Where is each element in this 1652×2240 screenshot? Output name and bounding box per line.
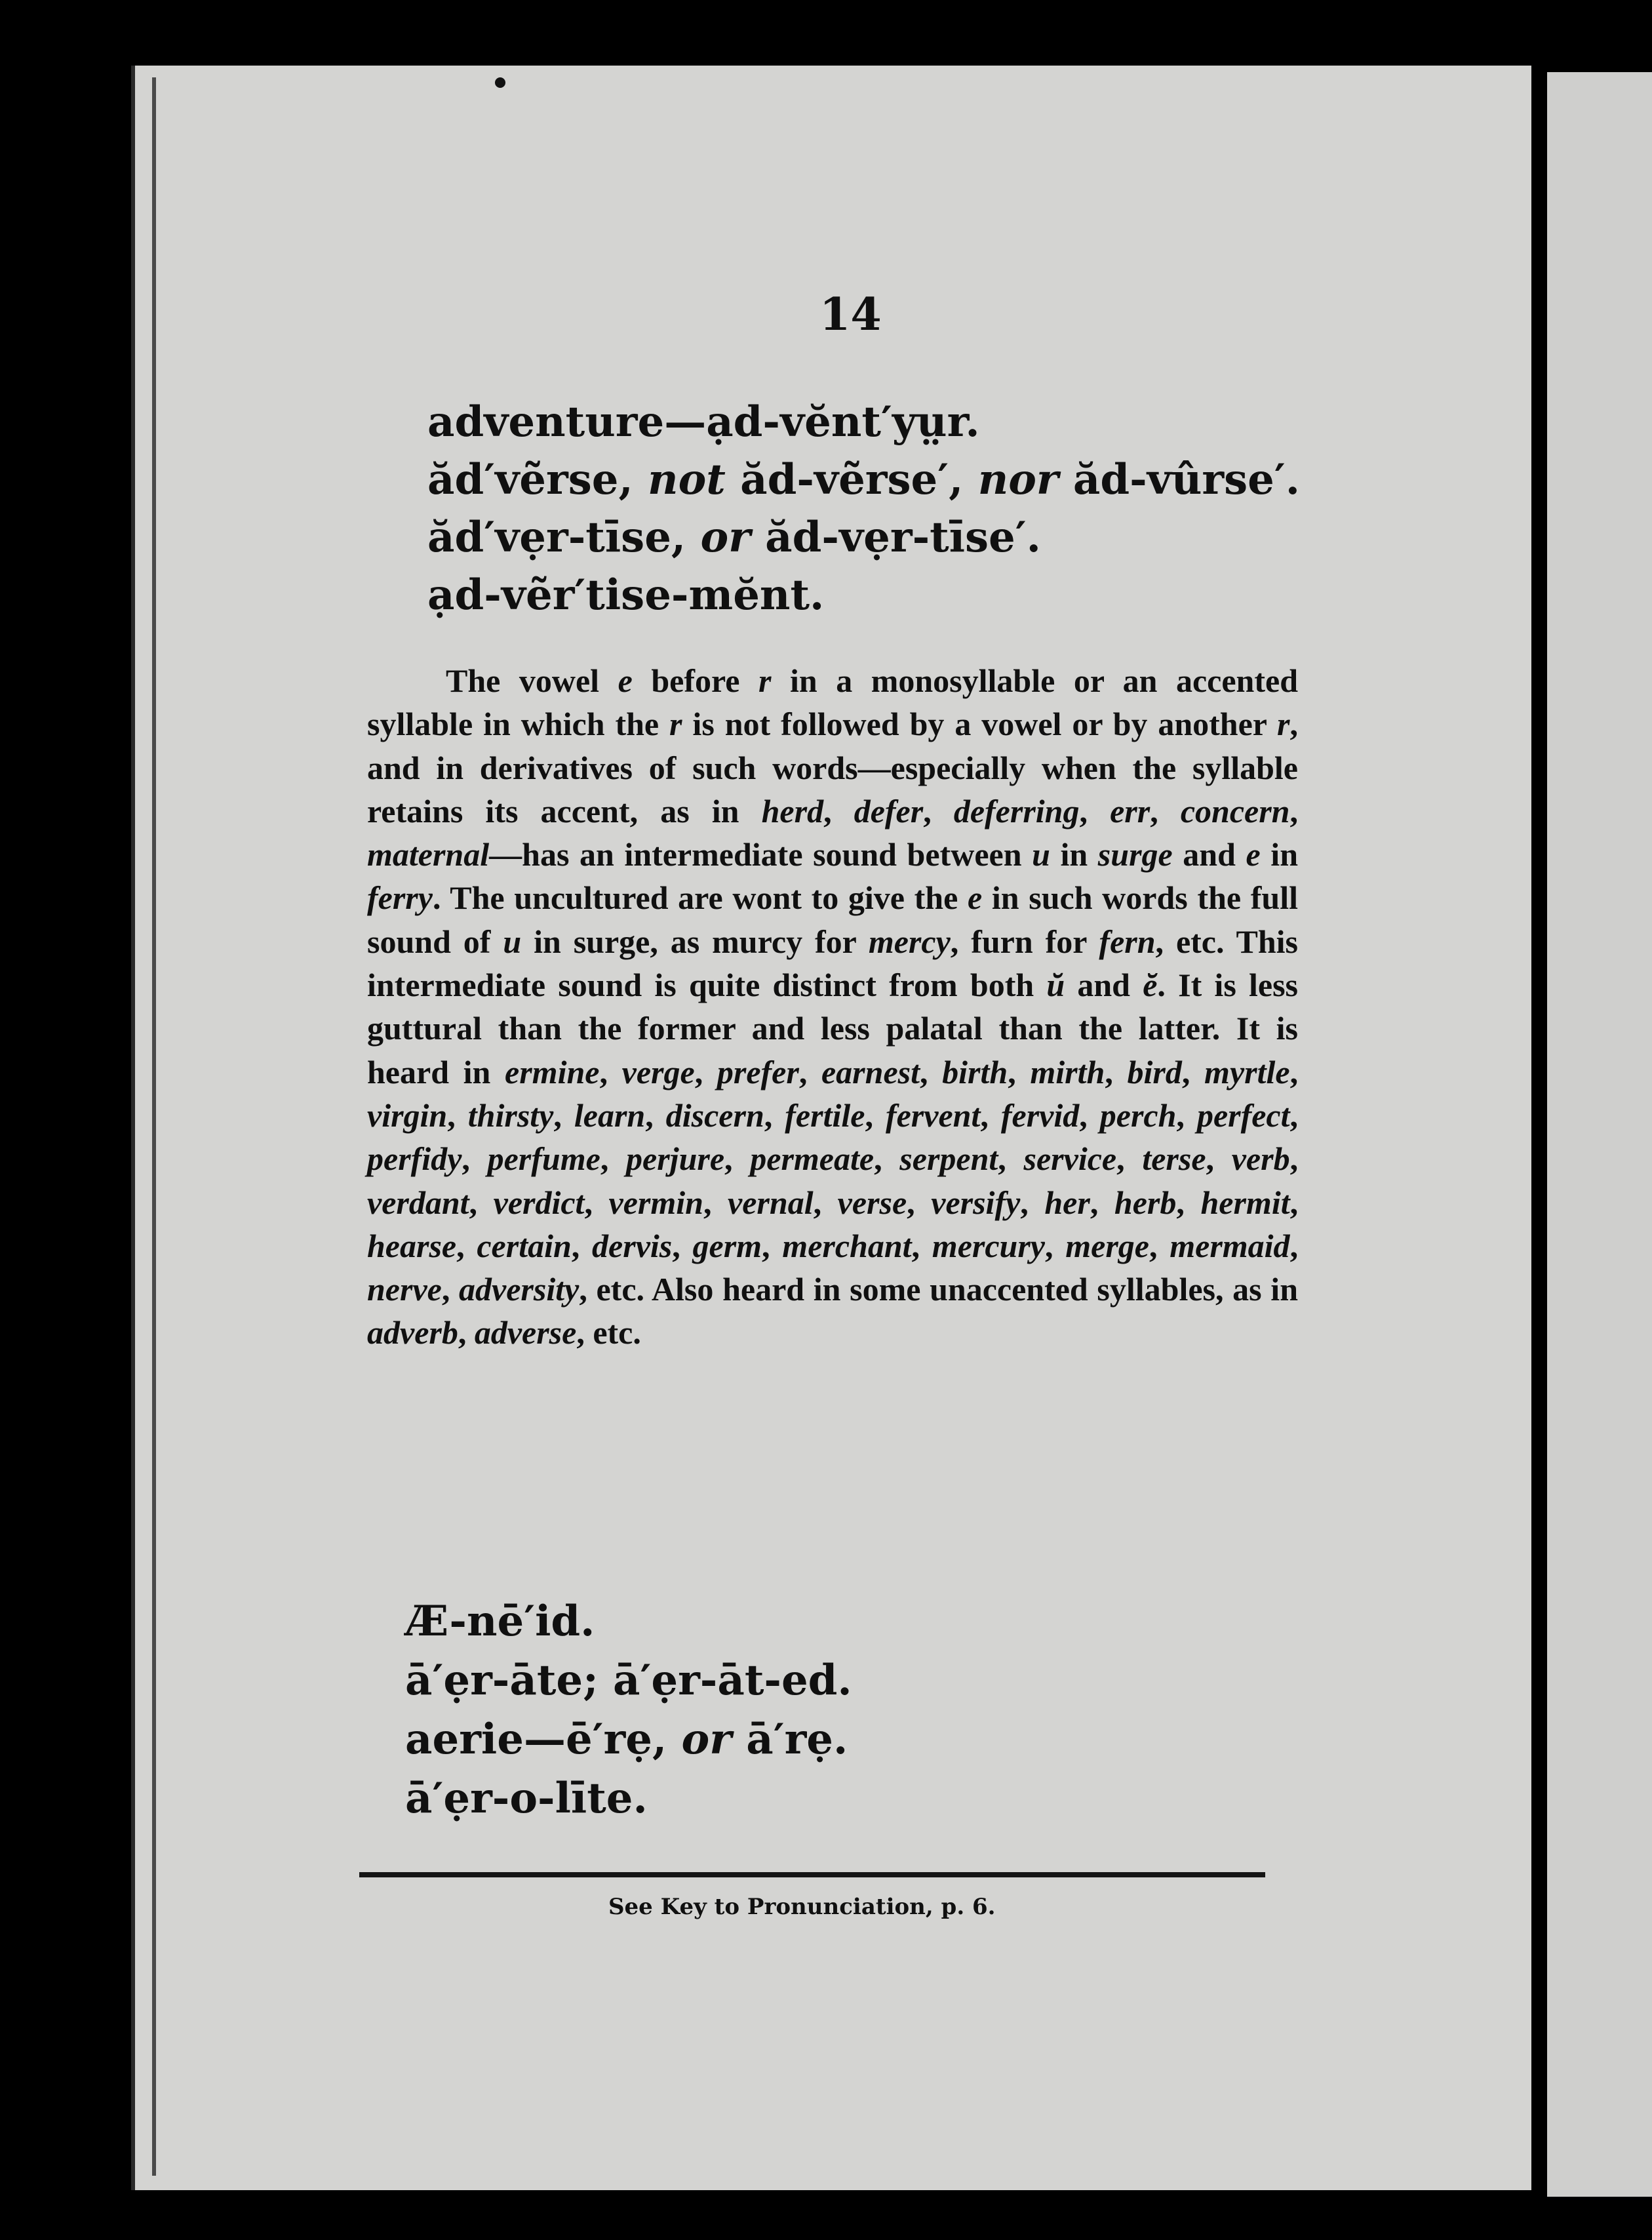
footer-rule bbox=[359, 1872, 1265, 1877]
entry-advertise: ăd′vẹr-tīse, or ăd-vẹr-tīse′. bbox=[427, 513, 1041, 562]
facing-page-edge bbox=[1547, 72, 1652, 2197]
entries-top bbox=[427, 393, 1345, 624]
entry-aeneid: Æ-nē′id. bbox=[405, 1597, 595, 1646]
entry-aerate: ā′ẹr-āte; ā′ẹr-āt-ed. bbox=[405, 1656, 852, 1705]
pronunciation-note bbox=[367, 659, 1298, 1355]
entry-advertisement: ạd-vẽr′tise-mĕnt. bbox=[427, 570, 825, 620]
note-paragraph: The vowel e before r in a monosyllable or an accented syllable in which the r is not followed by a vowel or by another r, and in derivatives of such words—especially when the syllable retains its accent, as in herd, defer, deferring, err, concern, maternal—has an intermediate sound between u in surge and e in ferry. The uncultured are wont to give the e in such words the full sound of u in surge, as murcy for mercy, furn for fern, etc. This intermediate sound is quite distinct from both ŭ and ĕ. It is less guttural than the former and less palatal than the latter. It is heard in ermine, verge, prefer, earnest, birth, mirth, bird, myrtle, virgin, thirsty, learn, discern, fertile, fervent, fervid, perch, perfect, perfidy, perfume, perjure, permeate, serpent, service, terse, verb, verdant, verdict, vermin, vernal, verse, versify, her, herb, hermit, hearse, certain, dervis, germ, merchant, mercury, merge, mermaid, nerve, adversity, etc. Also heard in some unaccented syllables, as in adverb, adverse, etc. bbox=[367, 662, 1299, 1351]
entry-adverse: ăd′vẽrse, not ăd-vẽrse′, nor ăd-vûrse′. bbox=[427, 455, 1301, 504]
footer-note: See Key to Pronunciation, p. 6. bbox=[608, 1894, 996, 1920]
entry-aerie: aerie—ē′rẹ, or ā′rẹ. bbox=[405, 1715, 848, 1764]
entry-aerolite: ā′ẹr-o-līte. bbox=[405, 1774, 648, 1823]
entry-adventure: adventure—ạd-vĕnt′yṳr. bbox=[427, 397, 980, 447]
page-gutter-edge bbox=[152, 77, 156, 2176]
page-number: 14 bbox=[819, 289, 882, 341]
entries-bottom bbox=[405, 1592, 1323, 1828]
ink-dot bbox=[495, 77, 505, 88]
